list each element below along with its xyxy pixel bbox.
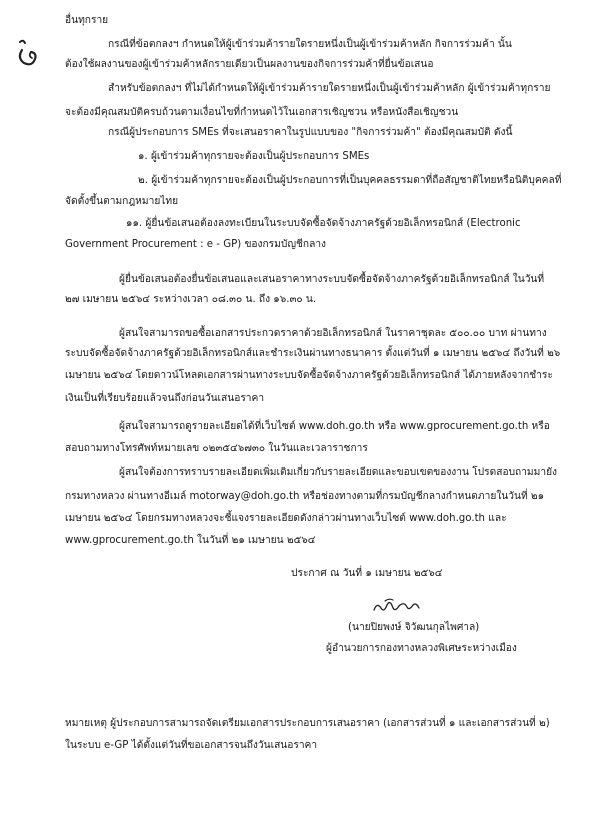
text-line: อื่นทุกราย bbox=[65, 15, 109, 26]
text-line: www.gprocurement.go.th ในวันที่ ๒๑ เมษายน ๒๕๖๔ bbox=[65, 535, 316, 546]
text-line: เมษายน ๒๕๖๔ โดยดาวน์โหลดเอกสารผ่านทางระบบจัดซื้อจัดจ้างภาครัฐด้วยอิเล็กทรอนิกส์ ได้ภายหลังจากชำระ bbox=[65, 370, 553, 381]
remark-line: หมายเหตุ ผู้ประกอบการสามารถจัดเตรียมเอกสารประกอบการเสนอราคา (เอกสารส่วนที่ ๑ และเอกสารส่วนที่ ๒) bbox=[65, 718, 550, 729]
text-line: กรณีที่ข้อตกลงฯ กำหนดให้ผู้เข้าร่วมค้ารายใดรายหนึ่งเป็นผู้เข้าร่วมค้าหลัก กิจการร่วมค้า นั้น bbox=[108, 39, 512, 50]
text-line: ๒๗ เมษายน ๒๕๖๔ ระหว่างเวลา ๐๘.๓๐ น. ถึง ๑๖.๓๐ น. bbox=[65, 294, 317, 305]
text-line: ๑๑. ผู้ยื่นข้อเสนอต้องลงทะเบียนในระบบจัดซื้อจัดจ้างภาครัฐด้วยอิเล็กทรอนิกส์ (Electronic bbox=[126, 218, 521, 229]
text-line: เมษายน ๒๕๖๔ โดยกรมทางหลวงจะชี้แจงรายละเอียดดังกล่าวผ่านทางเว็บไซต์ www.doh.go.th และ bbox=[65, 513, 507, 524]
text-line: ๒. ผู้เข้าร่วมค้าทุกรายจะต้องเป็นผู้ประกอบการที่เป็นบุคคลธรรมดาที่ถือสัญชาติไทยหรือนิติบุคคลที่ bbox=[138, 175, 562, 186]
text-line: Government Procurement : e - GP) ของกรมบัญชีกลาง bbox=[65, 239, 327, 250]
text-line: ผู้สนใจสามารถขอซื้อเอกสารประกวดราคาด้วยอิเล็กทรอนิกส์ ในราคาชุดละ ๕๐๐.๐๐ บาท ผ่านทาง bbox=[119, 328, 547, 339]
text-line: จะต้องมีคุณสมบัติครบถ้วนตามเงื่อนไขที่กำหนดไว้ในเอกสารเชิญชวน หรือหนังสือเชิญชวน bbox=[65, 107, 459, 118]
text-line: กรมทางหลวง ผ่านทางอีเมล์ motorway@doh.go.th หรือช่องทางตามที่กรมบัญชีกลางกำหนดภายในวันที่ ๒๑ bbox=[65, 491, 545, 502]
text-line: สำหรับข้อตกลงฯ ที่ไม่ได้กำหนดให้ผู้เข้าร่วมค้ารายใดรายหนึ่งเป็นผู้เข้าร่วมค้าหลัก ผู้เข้าร่วมค้าทุกราย bbox=[108, 83, 551, 94]
signatory-title: ผู้อำนวยการกองทางหลวงพิเศษระหว่างเมือง bbox=[326, 643, 517, 654]
text-line: ต้องใช้ผลงานของผู้เข้าร่วมค้าหลักรายเดียวเป็นผลงานของกิจการร่วมค้าที่ยื่นข้อเสนอ bbox=[65, 59, 434, 70]
text-line: เงินเป็นที่เรียบร้อยแล้วจนถึงก่อนวันเสนอราคา bbox=[65, 393, 265, 404]
handwritten-signature bbox=[371, 596, 425, 618]
remark-line: ในระบบ e-GP ได้ตั้งแต่วันที่ขอเอกสารจนถึงวันเสนอราคา bbox=[65, 740, 318, 751]
text-line: ผู้สนใจสามารถดูรายละเอียดได้ที่เว็บไซต์ www.doh.go.th หรือ www.gprocurement.go.th หรือ bbox=[119, 421, 550, 432]
signatory-name: (นายปิยพงษ์ จิวัฒนกุลไพศาล) bbox=[348, 622, 480, 633]
text-line: ผู้ยื่นข้อเสนอต้องยื่นข้อเสนอและเสนอราคาทางระบบจัดซื้อจัดจ้างภาครัฐด้วยอิเล็กทรอนิกส์ ในวันที่ bbox=[119, 274, 545, 285]
handwritten-page-mark bbox=[14, 36, 42, 76]
text-line: ระบบจัดซื้อจัดจ้างภาครัฐด้วยอิเล็กทรอนิกส์และชำระเงินผ่านทางธนาคาร ตั้งแต่วันที่ ๑ เมษายน ๒๕๖๔ ถึงวันที่ ๒๖ bbox=[65, 348, 561, 359]
text-line: สอบถามทางโทรศัพท์หมายเลข ๐๒๓๕๔๖๗๓๐ ในวันและเวลาราชการ bbox=[65, 443, 368, 454]
text-line: ผู้สนใจต้องการทราบรายละเอียดเพิ่มเติมเกี่ยวกับรายละเอียดและขอบเขตของงาน โปรดสอบถามมายัง bbox=[119, 467, 558, 478]
announcement-date: ประกาศ ณ วันที่ ๑ เมษายน ๒๕๖๔ bbox=[291, 568, 443, 579]
text-line: กรณีผู้ประกอบการ SMEs ที่จะเสนอราคาในรูปแบบของ "กิจการร่วมค้า" ต้องมีคุณสมบัติ ดังนี้ bbox=[108, 127, 513, 138]
text-line: ๑. ผู้เข้าร่วมค้าทุกรายจะต้องเป็นผู้ประกอบการ SMEs bbox=[138, 151, 370, 162]
text-line: จัดตั้งขึ้นตามกฎหมายไทย bbox=[65, 196, 179, 207]
